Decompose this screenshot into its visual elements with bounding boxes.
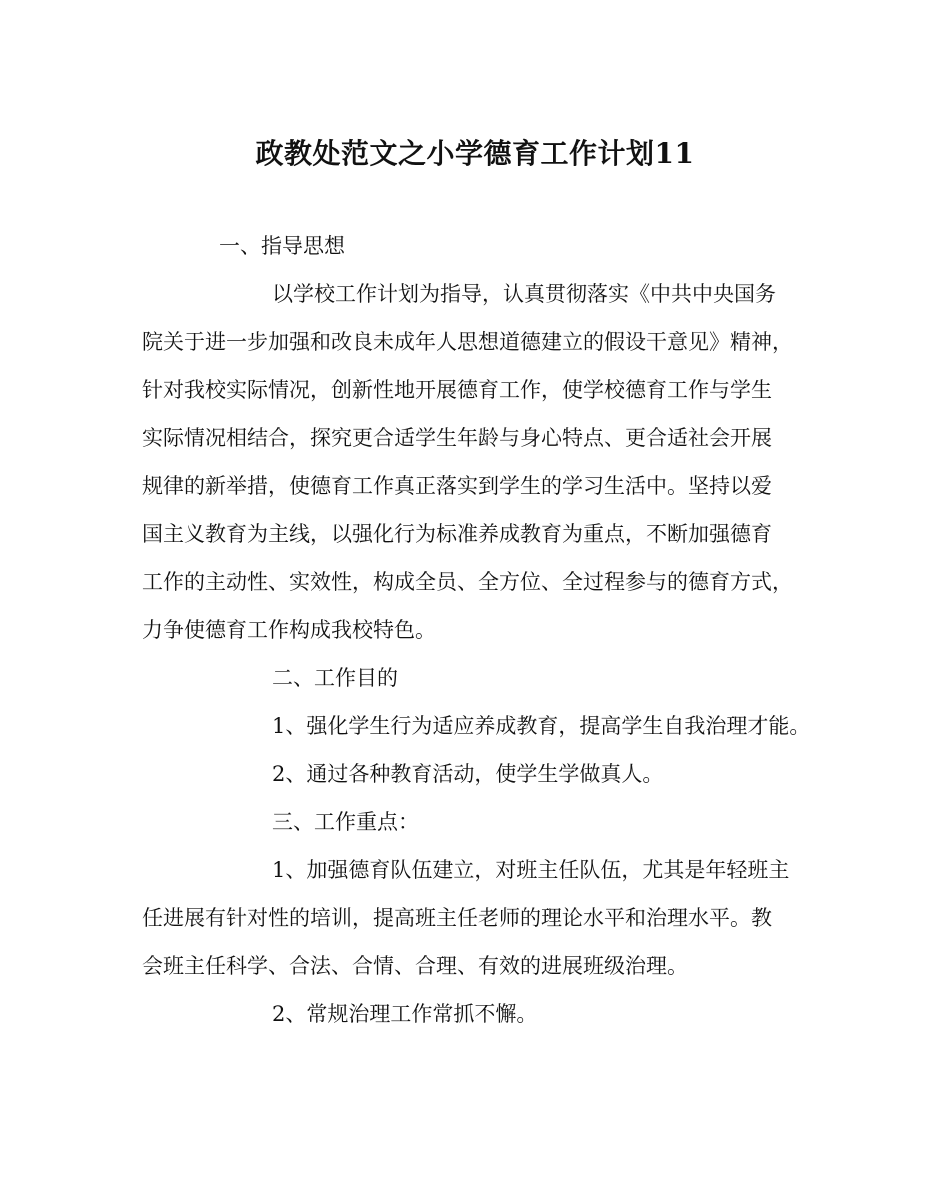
paragraph-line: 实际情况相结合，探究更合适学生年龄与身心特点、更合适社会开展: [142, 426, 772, 450]
paragraph-line: 任进展有针对性的培训，提高班主任老师的理论水平和治理水平。教: [142, 906, 772, 930]
list-item: 2、通过各种教育活动，使学生学做真人。: [272, 762, 664, 786]
paragraph-line: 力争使德育工作构成我校特色。: [142, 618, 436, 642]
list-item: 1、强化学生行为适应养成教育，提高学生自我治理才能。: [272, 714, 811, 738]
section-heading-guiding-ideology: 一、指导思想: [219, 234, 345, 258]
paragraph-line: 会班主任科学、合法、合情、合理、有效的进展班级治理。: [142, 954, 688, 978]
list-item: 2、常规治理工作常抓不懈。: [272, 1002, 538, 1026]
paragraph-line: 国主义教育为主线，以强化行为标准养成教育为重点，不断加强德育: [142, 522, 772, 546]
paragraph-line: 以学校工作计划为指导，认真贯彻落实《中共中央国务: [272, 282, 776, 306]
section-heading-work-goals: 二、工作目的: [272, 666, 398, 690]
document-title: 政教处范文之小学德育工作计划11: [255, 137, 695, 170]
paragraph-line: 院关于进一步加强和改良未成年人思想道德建立的假设干意见》精神，: [142, 330, 793, 354]
section-heading-work-focus: 三、工作重点：: [272, 810, 419, 834]
paragraph-line: 针对我校实际情况，创新性地开展德育工作，使学校德育工作与学生: [142, 378, 772, 402]
paragraph-line: 规律的新举措，使德育工作真正落实到学生的学习生活中。坚持以爱: [142, 474, 772, 498]
document-body: [142, 222, 832, 1038]
paragraph-line: 工作的主动性、实效性，构成全员、全方位、全过程参与的德育方式，: [142, 570, 793, 594]
list-item: 1、加强德育队伍建立，对班主任队伍，尤其是年轻班主: [272, 858, 790, 882]
